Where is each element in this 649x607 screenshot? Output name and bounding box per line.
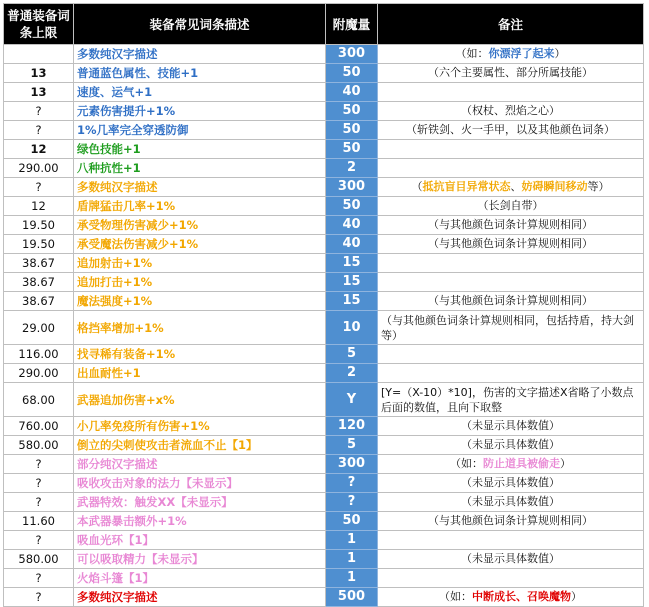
note-fragment: ） (560, 457, 571, 470)
enchant-value: 50 (326, 64, 378, 83)
limit-cell: 12 (4, 140, 74, 159)
enchant-value: 40 (326, 83, 378, 102)
limit-cell: ? (4, 121, 74, 140)
limit-cell: 68.00 (4, 383, 74, 417)
enchant-value: Y (326, 383, 378, 417)
affix-table (3, 3, 644, 607)
limit-cell: ? (4, 178, 74, 197)
limit-cell: 13 (4, 64, 74, 83)
enchant-value: 2 (326, 159, 378, 178)
note-cell (378, 364, 644, 383)
note-cell: （与其他颜色词条计算规则相同，包括持盾，持大剑等） (378, 311, 644, 345)
affix-description: 追加打击+1% (74, 273, 326, 292)
note-fragment: 妨碍瞬间移动 (521, 180, 588, 193)
note-fragment: 中断成长、召唤魔物 (472, 590, 571, 603)
note-fragment: 、 (510, 180, 522, 193)
table-row (4, 474, 644, 493)
note-cell (378, 569, 644, 588)
note-cell (378, 273, 644, 292)
affix-description: 可以吸取精力【未显示】 (74, 550, 326, 569)
limit-cell: ? (4, 493, 74, 512)
table-row (4, 550, 644, 569)
enchant-value: 50 (326, 512, 378, 531)
affix-description: 吸血光环【1】 (74, 531, 326, 550)
enchant-value: 500 (326, 588, 378, 607)
limit-cell: ? (4, 531, 74, 550)
affix-description: 速度、运气+1 (74, 83, 326, 102)
table-row (4, 197, 644, 216)
table-row (4, 512, 644, 531)
limit-cell: ? (4, 455, 74, 474)
table-row (4, 273, 644, 292)
table-row (4, 102, 644, 121)
table-row (4, 311, 644, 345)
limit-cell: 38.67 (4, 273, 74, 292)
enchant-value: 2 (326, 364, 378, 383)
table-row (4, 140, 644, 159)
affix-description: 多数纯汉字描述 (74, 178, 326, 197)
note-cell: （与其他颜色词条计算规则相同） (378, 292, 644, 311)
note-cell: （未显示具体数值） (378, 550, 644, 569)
table-row (4, 235, 644, 254)
affix-description: 承受物理伤害减少+1% (74, 216, 326, 235)
affix-description: 火焰斗篷【1】 (74, 569, 326, 588)
limit-cell: 38.67 (4, 292, 74, 311)
limit-cell: 290.00 (4, 364, 74, 383)
note-fragment: （如： (439, 590, 472, 603)
note-fragment: 抵抗盲目异常状态 (422, 180, 511, 193)
affix-description: 吸收攻击对象的法力【未显示】 (74, 474, 326, 493)
table-row (4, 569, 644, 588)
header-value: 附魔量 (326, 4, 378, 45)
affix-description: 多数纯汉字描述 (74, 45, 326, 64)
enchant-value: 50 (326, 102, 378, 121)
limit-cell: 11.60 (4, 512, 74, 531)
note-cell (378, 140, 644, 159)
table-row (4, 531, 644, 550)
limit-cell: 13 (4, 83, 74, 102)
enchant-value: 50 (326, 140, 378, 159)
affix-description: 武器特效：触发XX【未显示】 (74, 493, 326, 512)
enchant-value: 40 (326, 235, 378, 254)
note-cell: （与其他颜色词条计算规则相同） (378, 512, 644, 531)
enchant-value: 5 (326, 436, 378, 455)
note-cell: （未显示具体数值） (378, 417, 644, 436)
table-header-row (4, 4, 644, 45)
note-cell (378, 83, 644, 102)
limit-cell: 116.00 (4, 345, 74, 364)
affix-description: 八种抗性+1 (74, 159, 326, 178)
table-row (4, 64, 644, 83)
table-row (4, 455, 644, 474)
table-row (4, 436, 644, 455)
affix-description: 倒立的尖刺使攻击者流血不止【1】 (74, 436, 326, 455)
enchant-value: 40 (326, 216, 378, 235)
affix-description: 魔法强度+1% (74, 292, 326, 311)
note-fragment: 防止道具被偷走 (483, 457, 560, 470)
affix-description: 小几率免疫所有伤害+1% (74, 417, 326, 436)
affix-description: 承受魔法伤害减少+1% (74, 235, 326, 254)
table-row (4, 588, 644, 607)
affix-description: 部分纯汉字描述 (74, 455, 326, 474)
note-cell (378, 345, 644, 364)
table-body (4, 45, 644, 607)
table-row (4, 254, 644, 273)
note-cell: [Y=（X-10）*10]，伤害的文字描述X省略了小数点后面的数值，且向下取整 (378, 383, 644, 417)
header-limit: 普通装备词条上限 (4, 4, 74, 45)
enchant-value: 120 (326, 417, 378, 436)
affix-description: 找寻稀有装备+1% (74, 345, 326, 364)
note-cell: （权杖、烈焰之心） (378, 102, 644, 121)
note-cell: （未显示具体数值） (378, 436, 644, 455)
note-cell (378, 531, 644, 550)
note-cell (378, 588, 644, 607)
table-row (4, 159, 644, 178)
limit-cell: 29.00 (4, 311, 74, 345)
limit-cell: ? (4, 569, 74, 588)
note-cell (378, 254, 644, 273)
note-fragment: （如： (450, 457, 483, 470)
affix-description: 普通蓝色属性、技能+1 (74, 64, 326, 83)
note-cell (378, 178, 644, 197)
header-note: 备注 (378, 4, 644, 45)
table-row (4, 417, 644, 436)
enchant-value: 300 (326, 178, 378, 197)
limit-cell: ? (4, 474, 74, 493)
affix-description: 出血耐性+1 (74, 364, 326, 383)
limit-cell (4, 45, 74, 64)
note-cell: （与其他颜色词条计算规则相同） (378, 216, 644, 235)
table-row (4, 383, 644, 417)
note-cell: （斩铁剑、火一手甲，以及其他颜色词条） (378, 121, 644, 140)
affix-description: 武器追加伤害+x% (74, 383, 326, 417)
table-row (4, 121, 644, 140)
table-row (4, 178, 644, 197)
affix-description: 多数纯汉字描述 (74, 588, 326, 607)
enchant-value: 50 (326, 197, 378, 216)
enchant-value: ? (326, 493, 378, 512)
limit-cell: 38.67 (4, 254, 74, 273)
enchant-value: 15 (326, 292, 378, 311)
table-row (4, 45, 644, 64)
note-cell: （未显示具体数值） (378, 474, 644, 493)
note-fragment: （ (411, 180, 423, 193)
limit-cell: 12 (4, 197, 74, 216)
note-fragment: 等） (587, 180, 610, 193)
note-fragment: （如： (455, 47, 489, 60)
enchant-value: 15 (326, 273, 378, 292)
affix-description: 追加射击+1% (74, 254, 326, 273)
limit-cell: 290.00 (4, 159, 74, 178)
note-cell (378, 45, 644, 64)
note-cell (378, 455, 644, 474)
note-fragment: ） (554, 47, 566, 60)
enchant-value: 300 (326, 45, 378, 64)
limit-cell: 19.50 (4, 235, 74, 254)
enchant-value: 10 (326, 311, 378, 345)
note-fragment: 你漂浮了起来 (488, 47, 555, 60)
note-cell: （长剑自带） (378, 197, 644, 216)
note-cell: （与其他颜色词条计算规则相同） (378, 235, 644, 254)
limit-cell: 580.00 (4, 436, 74, 455)
affix-description: 盾牌猛击几率+1% (74, 197, 326, 216)
note-cell: （六个主要属性、部分所属技能） (378, 64, 644, 83)
enchant-value: ? (326, 474, 378, 493)
note-cell: （未显示具体数值） (378, 493, 644, 512)
table-row (4, 364, 644, 383)
affix-description: 1%几率完全穿透防御 (74, 121, 326, 140)
table-row (4, 292, 644, 311)
enchant-value: 50 (326, 121, 378, 140)
limit-cell: 760.00 (4, 417, 74, 436)
header-desc: 装备常见词条描述 (74, 4, 326, 45)
affix-description: 绿色技能+1 (74, 140, 326, 159)
note-fragment: ） (571, 590, 582, 603)
enchant-value: 1 (326, 569, 378, 588)
limit-cell: 19.50 (4, 216, 74, 235)
table-row (4, 493, 644, 512)
table-row (4, 345, 644, 364)
limit-cell: 580.00 (4, 550, 74, 569)
enchant-value: 15 (326, 254, 378, 273)
enchant-value: 1 (326, 550, 378, 569)
enchant-value: 1 (326, 531, 378, 550)
enchant-value: 5 (326, 345, 378, 364)
limit-cell: ? (4, 588, 74, 607)
limit-cell: ? (4, 102, 74, 121)
note-cell (378, 159, 644, 178)
affix-description: 本武器暴击额外+1% (74, 512, 326, 531)
affix-description: 元素伤害提升+1% (74, 102, 326, 121)
enchant-value: 300 (326, 455, 378, 474)
table-row (4, 216, 644, 235)
table-row (4, 83, 644, 102)
affix-description: 格挡率增加+1% (74, 311, 326, 345)
